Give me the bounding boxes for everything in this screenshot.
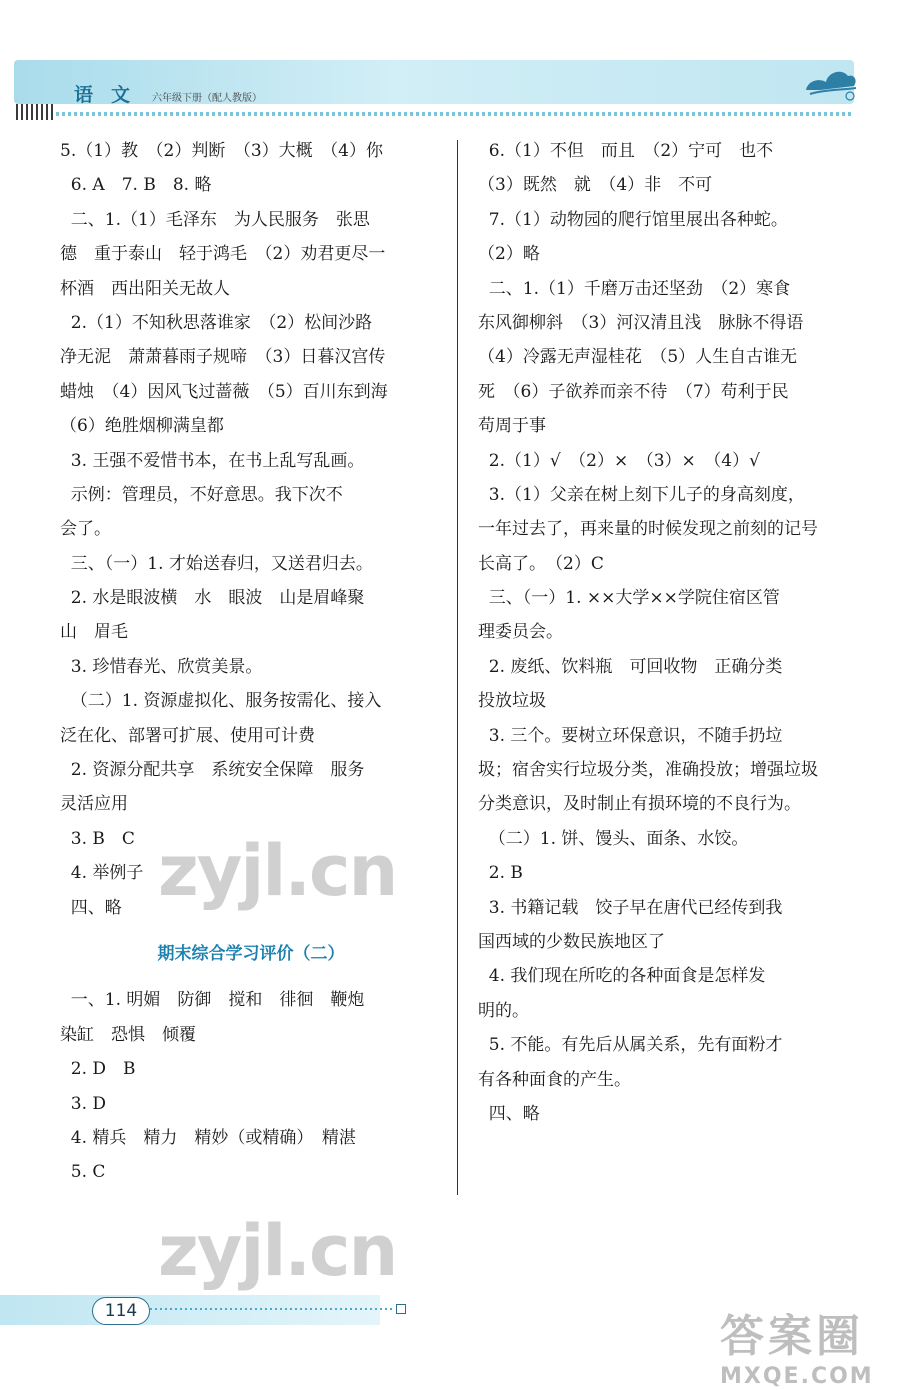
answer-line: 6. A 7. B 8. 略 <box>60 175 212 196</box>
answer-line: 理委员会。 <box>478 622 563 643</box>
answer-line: （二）1. 饼、馒头、面条、水饺。 <box>478 828 749 849</box>
answer-line: 3.（1）父亲在树上刻下儿子的身高刻度， <box>478 484 805 505</box>
answer-line: （二）1. 资源虚拟化、服务按需化、接入 <box>60 691 382 712</box>
answer-line: （3）既然 就 （4）非 不可 <box>478 175 713 196</box>
answer-line: 死 （6）子欲养而亲不待 （7）苟利于民 <box>478 381 789 402</box>
answer-line: 5.（1）教 （2）判断 （3）大概 （4）你 <box>60 141 383 161</box>
answer-line: 3. 书籍记载 饺子早在唐代已经传到我 <box>478 897 783 918</box>
answer-line: 四、略 <box>478 1103 540 1124</box>
answer-line: （2）略 <box>478 244 540 265</box>
answer-line: 2. D B <box>60 1059 136 1080</box>
answer-line: 三、（一）1. ××大学××学院住宿区管 <box>478 588 780 609</box>
answer-line: 杯酒 西出阳关无故人 <box>60 278 230 299</box>
page-number: 114 <box>92 1297 150 1325</box>
answer-line: 分类意识，及时制止有损环境的不良行为。 <box>478 794 801 815</box>
answer-line: 长高了。 （2）C <box>478 553 604 574</box>
answer-line: 四、略 <box>60 897 122 918</box>
answer-line: （4）冷露无声湿桂花 （5）人生自古谁无 <box>478 347 798 368</box>
answer-line: 2. 水是眼波横 水 眼波 山是眉峰聚 <box>60 588 365 609</box>
subject-title: 语文 <box>74 84 149 106</box>
answer-line: 2. B <box>478 863 523 884</box>
footer-square <box>396 1304 406 1314</box>
footer-band <box>0 1295 380 1325</box>
subject-subtitle: 六年级下册（配人教版） <box>152 93 262 104</box>
answer-line: 二、1.（1）毛泽东 为人民服务 张思 <box>60 209 370 230</box>
answer-line: 7.（1）动物园的爬行馆里展出各种蛇。 <box>478 209 788 230</box>
answer-line: 投放垃圾 <box>478 691 546 712</box>
answer-line: 有各种面食的产生。 <box>478 1069 631 1090</box>
answer-line: 一年过去了，再来量的时候发现之前刻的记号 <box>478 519 818 540</box>
answer-line: 会了。 <box>60 519 111 540</box>
answer-line: 3. B C <box>60 828 135 849</box>
answer-line: 二、1.（1）千磨万击还坚劲 （2）寒食 <box>478 278 791 299</box>
answer-line: 2. 资源分配共享 系统安全保障 服务 <box>60 760 365 781</box>
answer-line: 3. 三个。要树立环保意识，不随手扔垃 <box>478 725 783 746</box>
answer-line: 圾；宿舍实行垃圾分类，准确投放；增强垃圾 <box>478 760 818 781</box>
answer-line: 蜡烛 （4）因风飞过蔷薇 （5）百川东到海 <box>60 381 388 402</box>
watermark: zyjl.cn <box>158 830 397 912</box>
header-ticks <box>16 104 56 120</box>
answer-line: 明的。 <box>478 1000 529 1021</box>
watermark: zyjl.cn <box>158 1210 397 1292</box>
right-column <box>478 134 860 1131</box>
answer-line: 三、（一）1. 才始送春归，又送君归去。 <box>60 553 373 574</box>
corner-logo-text: 答案圈 <box>720 1311 864 1362</box>
column-divider <box>457 140 458 1195</box>
answer-line: 4. 我们现在所吃的各种面食是怎样发 <box>478 966 766 987</box>
answer-line: 染缸 恐惧 倾覆 <box>60 1024 196 1045</box>
answer-line: 5. 不能。有先后从属关系，先有面粉才 <box>478 1035 783 1056</box>
answer-line: 6.（1）不但 而且 （2）宁可 也不 <box>478 141 774 161</box>
corner-logo-url: MXQE.COM <box>720 1364 874 1389</box>
corner-logo <box>720 1300 895 1389</box>
answer-line: 灵活应用 <box>60 794 128 815</box>
answer-line: 2. 废纸、饮料瓶 可回收物 正确分类 <box>478 656 783 677</box>
answer-line: 4. 举例子 <box>60 863 144 884</box>
answer-line: 3. D <box>60 1093 107 1114</box>
answer-line: 5. C <box>60 1162 106 1183</box>
cloud-icon <box>800 60 860 106</box>
left-column <box>60 134 442 1190</box>
answer-line: 2.（1）不知秋思落谁家 （2）松间沙路 <box>60 312 373 333</box>
answer-line: 3. 王强不爱惜书本，在书上乱写乱画。 <box>60 450 365 471</box>
answer-line: 4. 精兵 精力 精妙（或精确） 精湛 <box>60 1127 356 1148</box>
answer-line: 3. 珍惜春光、欣赏美景。 <box>60 656 263 677</box>
answer-line: 净无泥 萧萧暮雨子规啼 （3）日暮汉宫传 <box>60 347 386 368</box>
section-heading: 期末综合学习评价（二） <box>157 943 345 964</box>
header-rule <box>56 112 854 116</box>
answer-line: 苟周于事 <box>478 416 546 437</box>
footer-dots <box>150 1308 394 1310</box>
answer-line: 2.（1）√ （2）× （3）× （4）√ <box>478 450 760 471</box>
answer-line: 国西域的少数民族地区了 <box>478 931 665 952</box>
answer-line: 一、1. 明媚 防御 搅和 徘徊 鞭炮 <box>60 990 365 1011</box>
answer-line: 泛在化、部署可扩展、使用可计费 <box>60 725 315 746</box>
answer-line: 示例：管理员，不好意思。我下次不 <box>60 484 343 505</box>
answer-line: 东风御柳斜 （3）河汉清且浅 脉脉不得语 <box>478 312 804 333</box>
answer-line: 山 眉毛 <box>60 622 128 643</box>
answer-line: 德 重于泰山 轻于鸿毛 （2）劝君更尽一 <box>60 244 386 265</box>
answer-line: （6）绝胜烟柳满皇都 <box>60 416 224 437</box>
